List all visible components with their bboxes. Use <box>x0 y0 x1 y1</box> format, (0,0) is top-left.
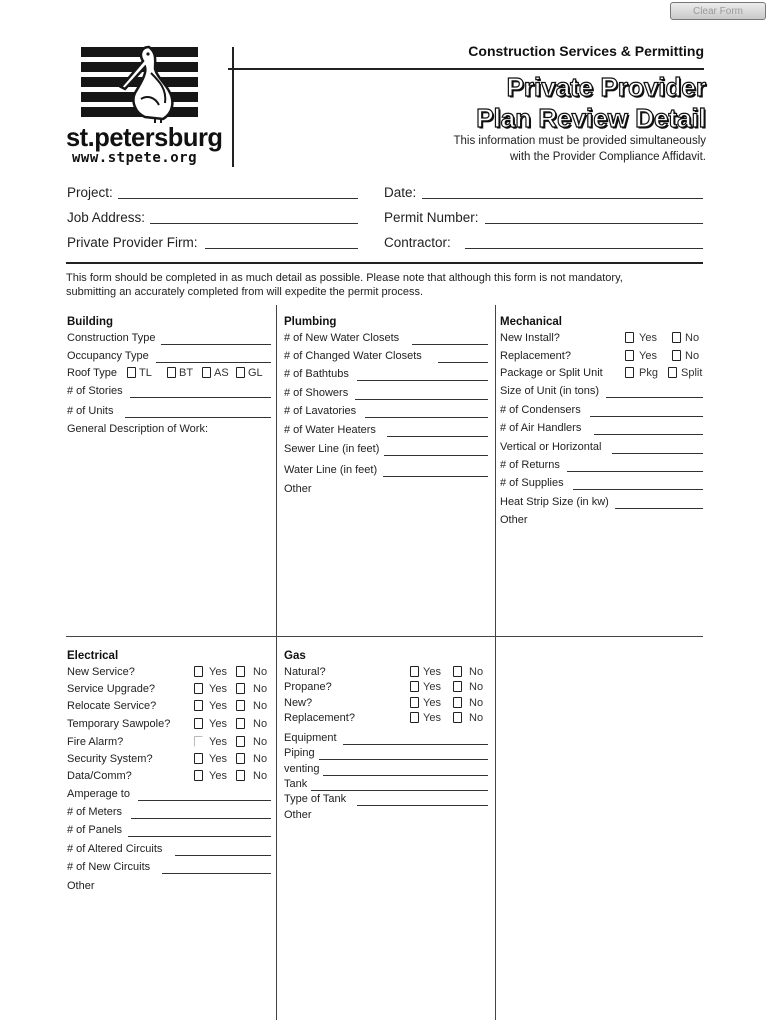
clear-form-button[interactable]: Clear Form <box>670 2 766 20</box>
electrical-no-checkbox[interactable] <box>236 736 245 747</box>
electrical-no-label: No <box>253 683 268 695</box>
gas-no-checkbox[interactable] <box>453 712 462 723</box>
pkg-label: Pkg <box>639 367 658 379</box>
electrical-field[interactable] <box>131 818 271 819</box>
gas-item: Other <box>284 809 312 821</box>
electrical-title: Electrical <box>67 650 119 662</box>
column-divider-1 <box>276 305 277 1020</box>
gas-yes-label: Yes <box>423 681 441 693</box>
roof-bt-label: BT <box>179 367 194 379</box>
electrical-no-label: No <box>253 753 268 765</box>
replacement-yes-checkbox[interactable] <box>625 350 634 361</box>
project-field[interactable] <box>118 198 358 199</box>
plumbing-item: # of Lavatories <box>284 405 357 417</box>
electrical-yes-label: Yes <box>209 718 227 730</box>
contractor-field[interactable] <box>465 248 703 249</box>
electrical-no-label: No <box>253 736 268 748</box>
contractor-label: Contractor: <box>384 235 451 250</box>
gas-title: Gas <box>284 650 306 662</box>
job-address-label: Job Address: <box>67 210 146 225</box>
plumbing-item: # of Changed Water Closets <box>284 350 422 362</box>
electrical-field[interactable] <box>128 836 271 837</box>
plumbing-item: # of New Water Closets <box>284 332 400 344</box>
split-checkbox[interactable] <box>668 367 677 378</box>
electrical-question: Temporary Sawpole? <box>67 718 171 730</box>
electrical-yes-label: Yes <box>209 683 227 695</box>
construction-type-label: Construction Type <box>67 332 156 344</box>
general-description-label: General Description of Work: <box>67 423 209 435</box>
title-line-2: Plan Review Detail <box>476 103 706 133</box>
gas-field[interactable] <box>311 790 488 791</box>
electrical-no-checkbox[interactable] <box>236 683 245 694</box>
plumbing-field[interactable] <box>387 436 488 437</box>
intro-text <box>66 271 706 299</box>
occupancy-type-field[interactable] <box>156 362 271 363</box>
replacement-no-checkbox[interactable] <box>672 350 681 361</box>
pkg-checkbox[interactable] <box>625 367 634 378</box>
gas-yes-label: Yes <box>423 666 441 678</box>
electrical-no-label: No <box>253 770 268 782</box>
date-field[interactable] <box>422 198 703 199</box>
electrical-yes-checkbox[interactable] <box>194 683 203 694</box>
gas-field[interactable] <box>323 775 488 776</box>
gas-yes-label: Yes <box>423 712 441 724</box>
plumbing-item: Sewer Line (in feet) <box>284 443 380 455</box>
electrical-yes-label: Yes <box>209 736 227 748</box>
electrical-question: Fire Alarm? <box>67 736 124 748</box>
plumbing-field[interactable] <box>384 455 488 456</box>
gas-item: Tank <box>284 778 308 790</box>
new-install-yes-checkbox[interactable] <box>625 332 634 343</box>
gas-no-checkbox[interactable] <box>453 666 462 677</box>
intro-line-1: This form should be completed in as much detail as possible. Please note that although this form is not mandatory, <box>66 272 623 284</box>
electrical-question: Relocate Service? <box>67 700 157 712</box>
roof-tl-checkbox[interactable] <box>127 367 136 378</box>
department-name: Construction Services & Permitting <box>468 43 704 59</box>
electrical-question: Service Upgrade? <box>67 683 156 695</box>
gas-no-label: No <box>469 712 484 724</box>
mechanical-field[interactable] <box>573 489 703 490</box>
package-split-label: Package or Split Unit <box>500 367 603 379</box>
electrical-item: Amperage to <box>67 788 130 800</box>
stories-label: # of Stories <box>67 385 123 397</box>
permit-number-field[interactable] <box>485 223 703 224</box>
mechanical-item: Vertical or Horizontal <box>500 441 602 453</box>
mechanical-field[interactable] <box>594 434 703 435</box>
permit-number-label: Permit Number: <box>384 210 479 225</box>
private-provider-firm-label: Private Provider Firm: <box>67 235 198 250</box>
plumbing-item: Water Line (in feet) <box>284 464 378 476</box>
roof-as-label: AS <box>214 367 229 379</box>
roof-bt-checkbox[interactable] <box>167 367 176 378</box>
electrical-no-label: No <box>253 718 268 730</box>
replacement-label: Replacement? <box>500 350 571 362</box>
plumbing-field[interactable] <box>412 344 488 345</box>
electrical-item: Other <box>67 880 95 892</box>
gas-item: Equipment <box>284 732 337 744</box>
plumbing-item: # of Water Heaters <box>284 424 376 436</box>
electrical-question: Data/Comm? <box>67 770 132 782</box>
mechanical-field[interactable] <box>590 416 703 417</box>
electrical-yes-label: Yes <box>209 700 227 712</box>
gas-no-label: No <box>469 681 484 693</box>
gas-item: Type of Tank <box>284 793 347 805</box>
mechanical-field[interactable] <box>567 471 703 472</box>
mechanical-title: Mechanical <box>500 316 562 328</box>
gas-item: venting <box>284 763 320 775</box>
roof-gl-checkbox[interactable] <box>236 367 245 378</box>
roof-gl-label: GL <box>248 367 263 379</box>
replacement-yes-label: Yes <box>639 350 657 362</box>
plumbing-field[interactable] <box>365 417 488 418</box>
title-line-1: Private Provider <box>506 72 706 102</box>
project-label: Project: <box>67 185 113 200</box>
plumbing-field[interactable] <box>357 380 488 381</box>
gas-no-checkbox[interactable] <box>453 681 462 692</box>
gas-yes-checkbox[interactable] <box>410 681 419 692</box>
electrical-no-label: No <box>253 700 268 712</box>
electrical-no-checkbox[interactable] <box>236 753 245 764</box>
electrical-field[interactable] <box>138 800 271 801</box>
new-install-no-label: No <box>685 332 700 344</box>
job-address-field[interactable] <box>150 223 358 224</box>
header-rule <box>228 68 704 70</box>
mechanical-field[interactable] <box>612 453 703 454</box>
city-logo <box>81 47 198 119</box>
mechanical-field[interactable] <box>615 508 703 509</box>
plumbing-item: Other <box>284 483 312 495</box>
roof-tl-label: TL <box>139 367 152 379</box>
split-label: Split <box>681 367 703 379</box>
construction-type-field[interactable] <box>161 344 271 345</box>
gas-field[interactable] <box>319 759 488 760</box>
brand-name: st.petersburg <box>66 122 223 152</box>
header-note-line-1: This information must be provided simultaneously <box>453 135 706 147</box>
electrical-field[interactable] <box>175 855 271 856</box>
electrical-item: # of Altered Circuits <box>67 843 163 855</box>
stories-field[interactable] <box>130 397 271 398</box>
gas-yes-checkbox[interactable] <box>410 666 419 677</box>
occupancy-type-label: Occupancy Type <box>67 350 149 362</box>
header-note <box>454 133 706 165</box>
roof-as-checkbox[interactable] <box>202 367 211 378</box>
gas-field[interactable] <box>343 744 488 745</box>
mechanical-item: Size of Unit (in tons) <box>500 385 600 397</box>
plumbing-field[interactable] <box>383 476 488 477</box>
electrical-yes-checkbox[interactable] <box>194 700 203 711</box>
gas-question: Replacement? <box>284 712 355 724</box>
plumbing-item: # of Showers <box>284 387 349 399</box>
row-divider <box>66 636 703 637</box>
header-note-line-2: with the Provider Compliance Affidavit. <box>509 151 706 163</box>
intro-line-2: submitting an accurately completed from will expedite the permit process. <box>66 286 424 298</box>
plumbing-field[interactable] <box>355 399 488 400</box>
building-title: Building <box>67 316 113 328</box>
mechanical-item: # of Supplies <box>500 477 564 489</box>
electrical-yes-checkbox[interactable] <box>194 753 203 764</box>
gas-yes-checkbox[interactable] <box>410 697 419 708</box>
mechanical-item: # of Returns <box>500 459 560 471</box>
new-install-label: New Install? <box>500 332 560 344</box>
electrical-no-checkbox[interactable] <box>236 700 245 711</box>
electrical-field[interactable] <box>162 873 271 874</box>
electrical-item: # of New Circuits <box>67 861 151 873</box>
electrical-no-label: No <box>253 666 268 678</box>
electrical-yes-label: Yes <box>209 666 227 678</box>
gas-no-label: No <box>469 666 484 678</box>
header-divider <box>232 47 234 167</box>
mechanical-item: Heat Strip Size (in kw) <box>500 496 609 508</box>
units-field[interactable] <box>125 417 271 418</box>
section-rule <box>66 262 703 264</box>
gas-item: Piping <box>284 747 315 759</box>
electrical-no-checkbox[interactable] <box>236 666 245 677</box>
page-title <box>476 72 706 134</box>
electrical-yes-checkbox[interactable] <box>194 736 203 747</box>
units-label: # of Units <box>67 405 114 417</box>
mechanical-item: # of Condensers <box>500 404 581 416</box>
pelican-icon <box>111 43 181 123</box>
gas-no-checkbox[interactable] <box>453 697 462 708</box>
brand-url: www.stpete.org <box>72 150 198 166</box>
electrical-no-checkbox[interactable] <box>236 718 245 729</box>
electrical-no-checkbox[interactable] <box>236 770 245 781</box>
plumbing-title: Plumbing <box>284 316 337 328</box>
plumbing-field[interactable] <box>438 362 488 363</box>
electrical-question: New Service? <box>67 666 135 678</box>
replacement-no-label: No <box>685 350 700 362</box>
gas-field[interactable] <box>357 805 488 806</box>
electrical-yes-label: Yes <box>209 770 227 782</box>
electrical-yes-checkbox[interactable] <box>194 770 203 781</box>
electrical-question: Security System? <box>67 753 153 765</box>
gas-yes-label: Yes <box>423 697 441 709</box>
new-install-yes-label: Yes <box>639 332 657 344</box>
gas-yes-checkbox[interactable] <box>410 712 419 723</box>
gas-question: Natural? <box>284 666 326 678</box>
roof-type-label: Roof Type <box>67 367 117 379</box>
column-divider-2 <box>495 305 496 1020</box>
gas-question: Propane? <box>284 681 332 693</box>
electrical-yes-label: Yes <box>209 753 227 765</box>
electrical-yes-checkbox[interactable] <box>194 718 203 729</box>
mechanical-item: Other <box>500 514 528 526</box>
electrical-yes-checkbox[interactable] <box>194 666 203 677</box>
electrical-item: # of Meters <box>67 806 123 818</box>
mechanical-field[interactable] <box>606 397 703 398</box>
mechanical-item: # of Air Handlers <box>500 422 582 434</box>
date-label: Date: <box>384 185 417 200</box>
gas-no-label: No <box>469 697 484 709</box>
electrical-item: # of Panels <box>67 824 123 836</box>
new-install-no-checkbox[interactable] <box>672 332 681 343</box>
gas-question: New? <box>284 697 313 709</box>
private-provider-firm-field[interactable] <box>205 248 358 249</box>
plumbing-item: # of Bathtubs <box>284 368 349 380</box>
